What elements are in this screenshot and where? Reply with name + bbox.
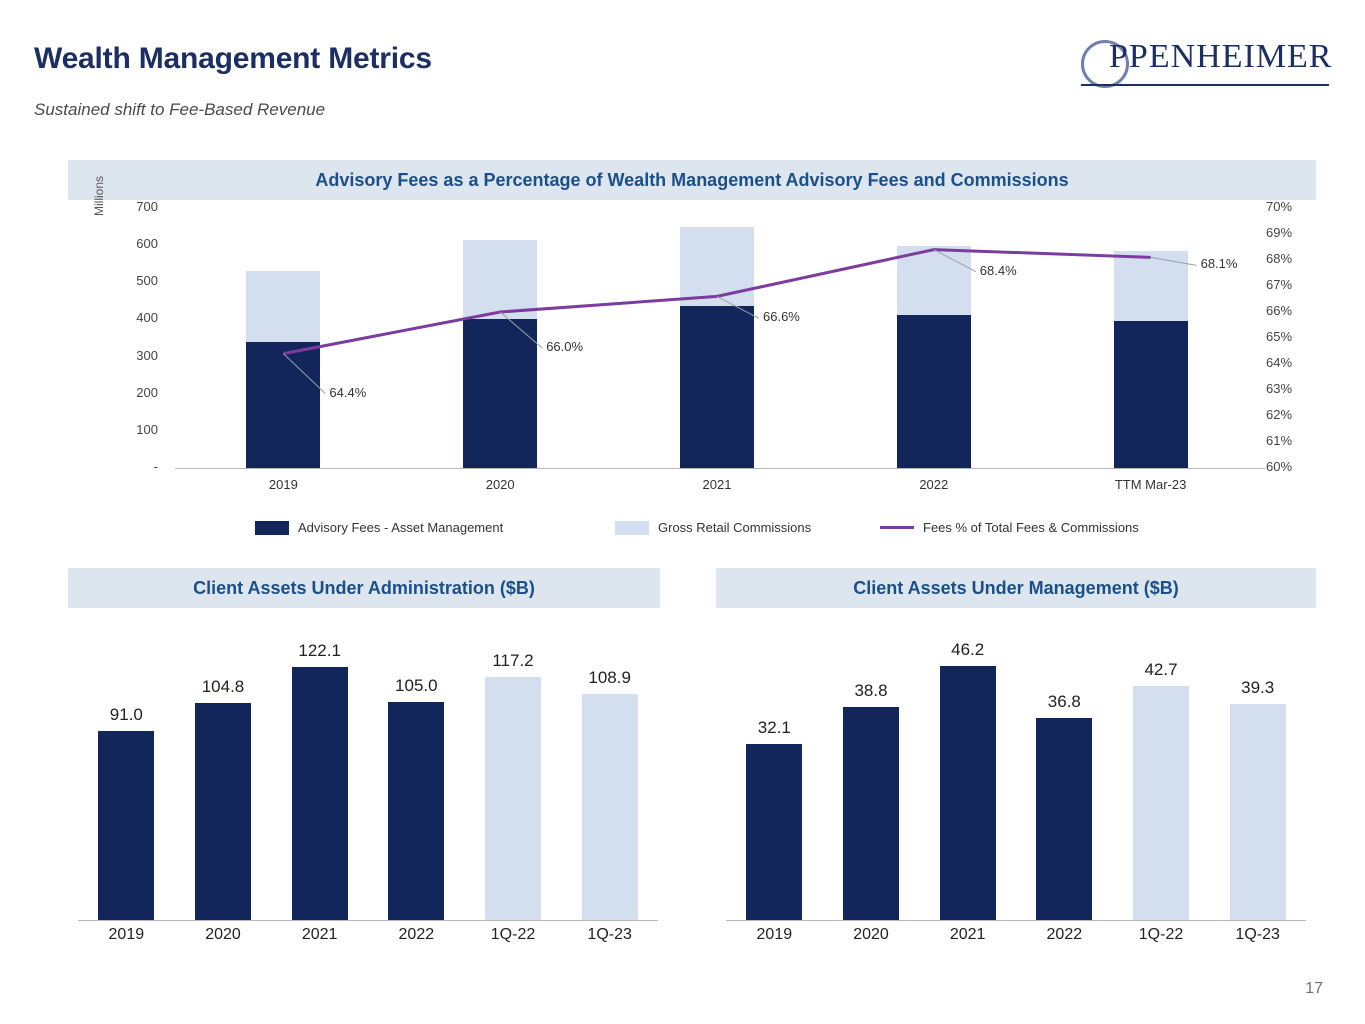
x-category-label: 2022 <box>398 926 435 943</box>
bar-value-label: 91.0 <box>109 705 143 725</box>
oppenheimer-logo <box>1081 36 1333 88</box>
legend-color-swatch <box>615 521 649 535</box>
legend-label: Fees % of Total Fees & Commissions <box>923 520 1139 535</box>
x-category-label: 2020 <box>853 926 889 943</box>
x-category-label: 2022 <box>919 477 949 492</box>
y-tick-right: 65% <box>1266 329 1293 344</box>
chart-legend <box>175 520 1265 544</box>
bar <box>98 731 154 920</box>
legend-label: Gross Retail Commissions <box>658 520 812 535</box>
x-category-label: TTM Mar-23 <box>1114 477 1187 492</box>
bar-value-label: 105.0 <box>395 676 438 696</box>
y-tick-right: 70% <box>1266 199 1293 214</box>
y-tick-left: 600 <box>136 236 158 252</box>
y-tick-left: 700 <box>136 199 158 214</box>
x-category-label: 1Q-23 <box>587 926 632 943</box>
page-subtitle: Sustained shift to Fee-Based Revenue <box>34 100 326 119</box>
x-category-label: 2021 <box>702 477 732 492</box>
percentage-data-label: 64.4% <box>329 384 367 400</box>
x-category-label: 2019 <box>268 477 298 492</box>
page-title: Wealth Management Metrics <box>34 42 432 75</box>
percentage-data-label: 66.6% <box>763 309 800 325</box>
bar-value-label: 108.9 <box>588 668 631 688</box>
x-category-label: 1Q-22 <box>490 926 536 943</box>
y-tick-right: 69% <box>1266 225 1293 240</box>
aua-chart-title: Client Assets Under Administration ($B) <box>68 568 660 608</box>
legend-color-swatch <box>255 521 289 535</box>
fees-percentage-line <box>175 208 1259 468</box>
y-tick-left: 300 <box>136 347 158 363</box>
bar <box>582 694 638 920</box>
aum-plot-area <box>726 640 1306 920</box>
y-tick-left: 400 <box>136 310 158 326</box>
y-tick-left: 100 <box>136 421 158 437</box>
percentage-data-label: 68.1% <box>1200 256 1238 272</box>
bar <box>1036 718 1092 920</box>
x-category-label: 2021 <box>301 926 338 943</box>
aum-chart-title: Client Assets Under Management ($B) <box>716 568 1316 608</box>
bar-value-label: 36.8 <box>1047 691 1081 711</box>
legend-item <box>255 520 503 535</box>
x-category-label: 2019 <box>756 926 793 943</box>
bar-value-label: 104.8 <box>201 676 245 696</box>
bar-value-label: 42.7 <box>1144 659 1178 679</box>
aua-axis-line <box>78 920 658 921</box>
bar-value-label: 32.1 <box>757 717 791 737</box>
legend-item <box>880 520 1139 535</box>
aua-chart <box>68 620 668 950</box>
bar <box>292 667 348 920</box>
y-tick-left: - <box>153 459 158 474</box>
y-tick-right: 67% <box>1266 277 1293 292</box>
aum-axis-line <box>726 920 1306 921</box>
aua-plot-area <box>78 640 658 920</box>
legend-label: Advisory Fees - Asset Management <box>298 520 504 535</box>
y-tick-right: 64% <box>1266 355 1293 370</box>
bar-value-label: 117.2 <box>492 650 534 670</box>
y-tick-right: 63% <box>1266 381 1293 396</box>
percentage-data-label: 68.4% <box>979 262 1017 278</box>
y-tick-right: 62% <box>1266 407 1293 422</box>
bar <box>195 703 251 920</box>
bar-value-label: 38.8 <box>854 680 888 700</box>
y-tick-left: 500 <box>136 273 158 289</box>
bar <box>485 677 541 920</box>
y-tick-right: 60% <box>1266 459 1293 474</box>
legend-item <box>615 520 811 535</box>
bar <box>843 707 899 920</box>
x-category-label: 2022 <box>1046 926 1083 943</box>
bar-value-label: 39.3 <box>1241 678 1275 698</box>
y-axis-label: Millions <box>92 175 106 216</box>
y-tick-right: 66% <box>1266 303 1293 318</box>
x-category-label: 2019 <box>108 926 145 943</box>
y-tick-right: 68% <box>1266 251 1293 266</box>
x-category-label: 2021 <box>949 926 986 943</box>
x-axis-line <box>175 468 1265 469</box>
x-category-label: 2020 <box>205 926 241 943</box>
aum-chart <box>716 620 1316 950</box>
bar <box>1230 704 1286 920</box>
bar <box>940 666 996 920</box>
legend-line-swatch <box>880 526 914 529</box>
logo-rule <box>1081 84 1329 86</box>
x-category-label: 1Q-23 <box>1235 926 1280 943</box>
y-tick-right: 61% <box>1266 433 1293 448</box>
x-category-label: 1Q-22 <box>1138 926 1184 943</box>
y-tick-left: 200 <box>136 384 158 400</box>
x-category-label: 2020 <box>485 477 515 492</box>
logo-text: PPENHEIMER <box>1109 38 1333 75</box>
bar-value-label: 122.1 <box>298 640 341 660</box>
main-chart-title: Advisory Fees as a Percentage of Wealth Management Advisory Fees and Commissions <box>68 160 1316 200</box>
bar <box>388 702 444 920</box>
bar <box>746 744 802 920</box>
page-number: 17 <box>1305 980 1323 997</box>
bar-value-label: 46.2 <box>951 640 985 660</box>
percentage-data-label: 66.0% <box>546 339 584 354</box>
bar <box>1133 686 1189 920</box>
main-plot-area <box>175 208 1259 468</box>
